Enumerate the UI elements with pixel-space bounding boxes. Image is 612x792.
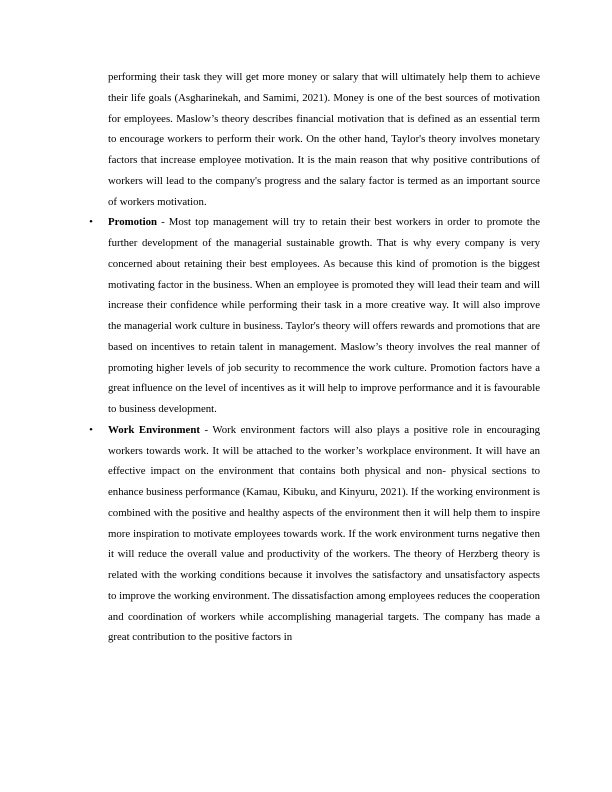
intro-paragraph: performing their task they will get more money or salary that will ultimately help them to achieve their life goals (Asgharinekah, and Samimi, 2021). Money is one of the best sources of motivation for employees. Maslow’s theory describes financial motivation that is defined as an essential term to encourage workers to perform their work. On the other hand, Taylor's theory involves monetary factors that increase employee motivation. It is the main reason that why positive contributions of workers will lead to the company's progress and the salary factor is termed as an important source of workers motivation. [108, 71, 540, 208]
bullet-icon: • [89, 423, 93, 436]
factor-list [89, 212, 540, 648]
bullet-text: - Most top management will try to retain their best workers in order to promote the further development of the managerial sustainable growth. That is why every company is very concerned about retaining their best employees. As because this kind of promotion is the biggest motivating factor in the business. When an employee is promoted they will lead their team and will increase their confidence while performing their task in a more creative way. It will also improve the managerial work culture in business. Taylor's theory will offers rewards and promotions that are based on incentives to retain talent in management. Maslow’s theory involves the real manner of promoting higher levels of job security to recommence the work culture. Promotion factors have a great influence on the level of incentives as it will help to improve performance and it is favourable to business development. [108, 216, 540, 415]
bullet-term: Work Environment [108, 423, 200, 436]
bullet-text: - Work environment factors will also plays a positive role in encouraging workers towards work. It will be attached to the worker’s workplace environment. It will have an effective impact on the environment that contains both physical and non- physical sections to enhance business performance (Kamau, Kibuku, and Kinyuru, 2021). If the working environment is combined with the positive and healthy aspects of the environment then it will help them to inspire more inspiration to motivate employees towards work. If the work environment turns negative then it will reduce the overall value and productivity of the workers. The theory of Herzberg theory is related with the working conditions because it involves the satisfactory and unsatisfactory aspects to improve the working environment. The dissatisfaction among employees reduces the cooperation and coordination of workers while accomplishing managerial targets. The company has made a great contribution to the positive factors in [108, 423, 540, 644]
list-item-promotion [89, 212, 540, 420]
document-body [89, 67, 540, 648]
bullet-term: Promotion [108, 216, 157, 229]
bullet-icon: • [89, 216, 93, 229]
list-item-work-environment [89, 420, 540, 648]
